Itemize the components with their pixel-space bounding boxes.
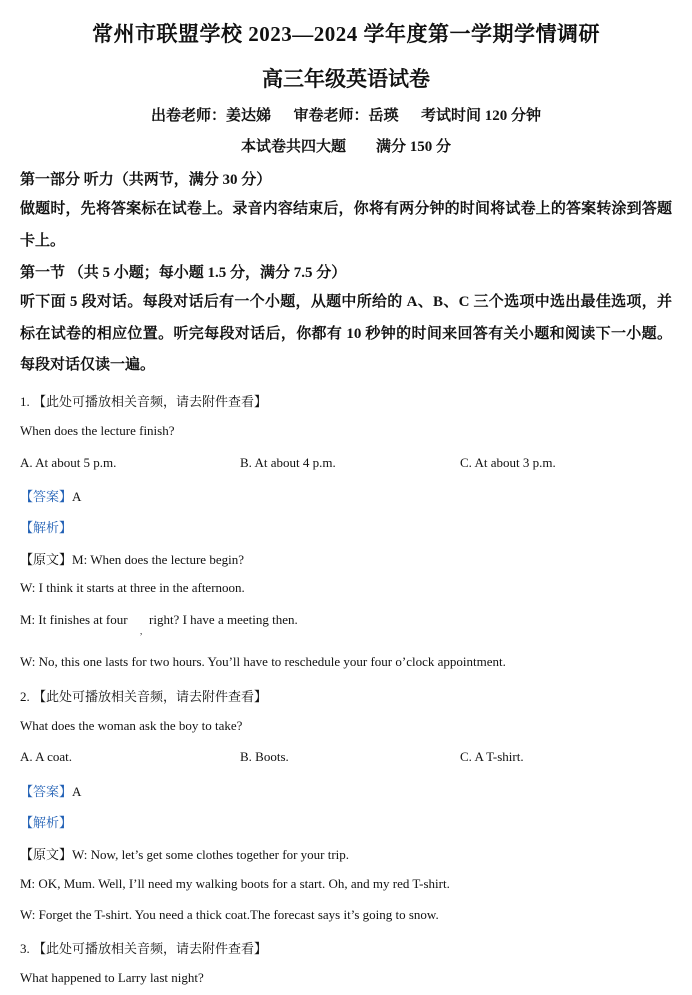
analysis-label: 【解析】 <box>20 815 73 830</box>
question-1-answer <box>20 486 81 505</box>
answer-value: A <box>72 489 82 504</box>
question-1-header <box>20 391 267 410</box>
question-1-option-a: A. At about 5 p.m. <box>20 455 117 470</box>
question-2-answer <box>20 781 81 800</box>
section1-instructions: 听下面 5 段对话。每段对话后有一个小题，从题中所给的 A、B、C 三个选项中选出最佳选项，并标在试卷的相应位置。听完每段对话后，你都有 10 秒钟的时间来回答有关小题和阅读下一小题。每段对话仅读一遍。 <box>20 294 672 373</box>
question-2-transcript-line-3: W: Forget the T-shirt. You need a thick coat.The forecast says it’s going to snow. <box>20 907 439 922</box>
question-2-option-a: A. A coat. <box>20 749 72 764</box>
transcript-line: W: Now, let’s get some clothes together for your trip. <box>72 847 350 862</box>
transcript-line: M: When does the lecture begin? <box>72 552 244 567</box>
question-1-option-c: C. At about 3 p.m. <box>460 455 556 470</box>
question-3-header <box>20 938 267 957</box>
question-2-option-c: C. A T-shirt. <box>460 749 524 764</box>
question-number: 3. <box>20 941 30 956</box>
stray-comma-mark: , <box>140 626 143 636</box>
question-2-transcript-line-1 <box>20 844 349 863</box>
exam-subtitle: 高三年级英语试卷 <box>262 67 430 91</box>
analysis-label: 【解析】 <box>20 520 73 535</box>
audio-note: 【此处可播放相关音频，请去附件查看】 <box>33 941 268 956</box>
question-2-transcript-line-2: M: OK, Mum. Well, I’ll need my walking boots for a start. Oh, and my red T-shirt. <box>20 876 450 891</box>
original-label: 【原文】 <box>20 552 73 567</box>
answer-label: 【答案】 <box>20 784 73 799</box>
question-1-option-b: B. At about 4 p.m. <box>240 455 336 470</box>
question-number: 2. <box>20 689 30 704</box>
question-1-transcript-line-1 <box>20 549 244 568</box>
question-1-transcript-line-3b: right? I have a meeting then. <box>149 612 298 627</box>
question-2-header <box>20 686 267 705</box>
part1-instructions: 做题时，先将答案标在试卷上。录音内容结束后，你将有两分钟的时间将试卷上的答案转涂到答题卡上。 <box>20 201 672 249</box>
exam-authors: 出卷老师：姜达娣 审卷老师：岳瑛 考试时间 120 分钟 <box>150 108 541 124</box>
exam-title: 常州市联盟学校 2023—2024 学年度第一学期学情调研 <box>92 22 600 46</box>
question-2-text: What does the woman ask the boy to take? <box>20 718 243 733</box>
question-3-text: What happened to Larry last night? <box>20 970 204 985</box>
question-number: 1. <box>20 394 30 409</box>
original-label: 【原文】 <box>20 847 73 862</box>
exam-summary: 本试卷共四大题 满分 150 分 <box>240 139 451 155</box>
part1-heading: 第一部分 听力（共两节，满分 30 分） <box>20 172 272 188</box>
section1-heading: 第一节 （共 5 小题；每小题 1.5 分，满分 7.5 分） <box>20 265 347 281</box>
question-1-transcript-line-4: W: No, this one lasts for two hours. You’ll have to reschedule your four o’clock appointment. <box>20 654 506 669</box>
answer-value: A <box>72 784 82 799</box>
answer-label: 【答案】 <box>20 489 73 504</box>
question-1-transcript-line-3: M: It finishes at four <box>20 612 128 627</box>
question-2-analysis <box>20 812 72 831</box>
question-1-analysis <box>20 517 72 536</box>
question-1-text: When does the lecture finish? <box>20 423 175 438</box>
question-1-transcript-line-2: W: I think it starts at three in the afternoon. <box>20 580 245 595</box>
audio-note: 【此处可播放相关音频，请去附件查看】 <box>33 394 268 409</box>
audio-note: 【此处可播放相关音频，请去附件查看】 <box>33 689 268 704</box>
question-2-option-b: B. Boots. <box>240 749 289 764</box>
